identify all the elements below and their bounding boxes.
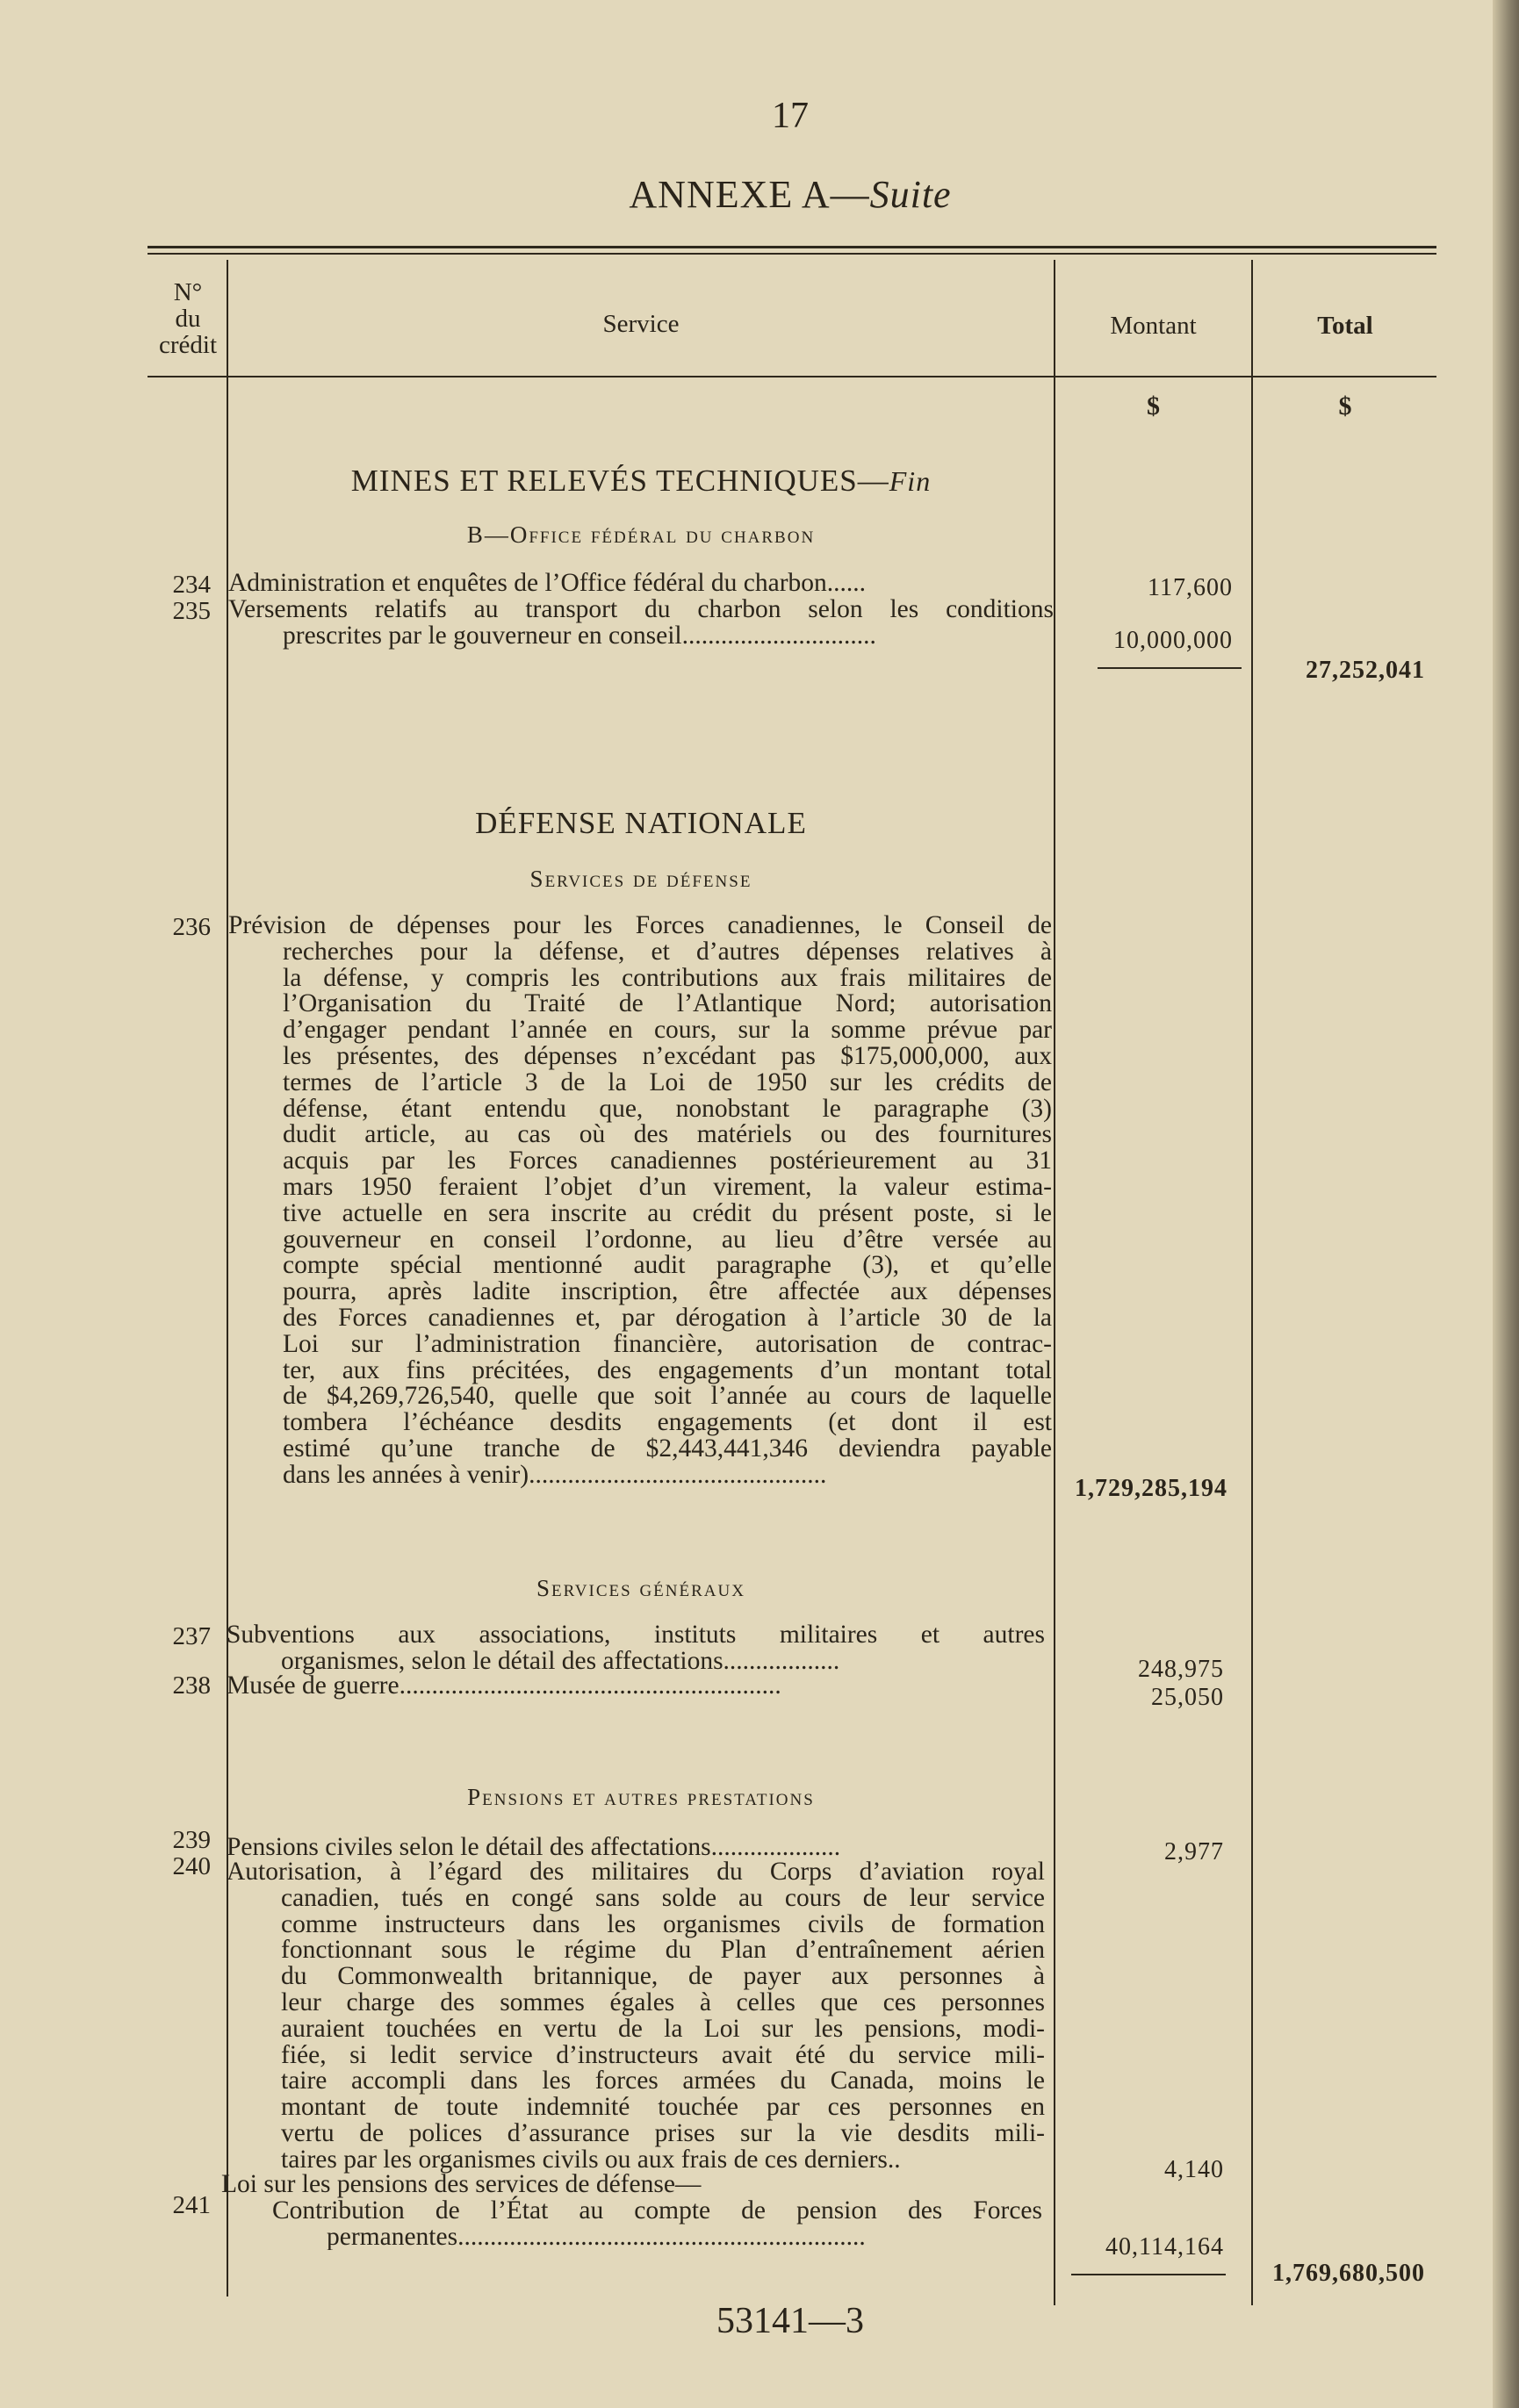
credit-236-line: gouverneur en conseil l’ordonne, au lieu d’être versée au (283, 1225, 1052, 1254)
credit-236-line: acquis par les Forces canadiennes postérieurement au 31 (283, 1146, 1052, 1175)
credit-236-line: compte spécial mentionné audit paragraphe (3), et qu’elle (283, 1251, 1052, 1280)
unit-montant: $ (1147, 392, 1160, 421)
credit-240-line: Autorisation, à l’égard des militaires du Corps d’aviation royal (227, 1858, 1045, 1886)
credit-240-line: auraient touchées en vertu de la Loi sur les pensions, modi- (281, 2014, 1045, 2043)
credit-number-234: 234 (172, 571, 211, 599)
top-rule-1 (148, 246, 1436, 248)
col-rule-3 (1251, 260, 1253, 2305)
credit-text-241 (221, 2172, 1042, 2250)
credit-240-line: vertu de polices d’assurance prises sur la vie desdits mili- (281, 2118, 1045, 2147)
page-edge-shadow (1493, 0, 1519, 2408)
credit-235-line2: prescrites par le gouverneur en conseil.............................. (283, 622, 876, 650)
credit-241-line2: permanentes............................................................... (327, 2224, 866, 2251)
subsection-general-services: Services généraux (536, 1575, 745, 1601)
credit-number-241: 241 (172, 2191, 211, 2219)
credit-text-234: Administration et enquêtes de l’Office fédéral du charbon...... (228, 571, 867, 597)
header-no-line2: du (175, 305, 201, 333)
credit-number-235: 235 (172, 597, 211, 625)
credit-text-236 (228, 913, 1052, 1489)
credit-number-238: 238 (172, 1671, 211, 1700)
credit-236-line: l’Organisation du Traité de l’Atlantique Nord; autorisation (283, 989, 1052, 1018)
credit-240-line: taire accompli dans les forces armées du Canada, moins le (281, 2067, 1045, 2095)
credit-236-line: d’engager pendant l’année en cours, sur la somme prévue par (283, 1016, 1052, 1045)
header-credit-number (148, 279, 228, 358)
mines-title-suffix: Fin (889, 465, 932, 497)
credit-236-line: les présentes, des dépenses n’excédant pas $175,000,000, aux (283, 1041, 1052, 1070)
credit-236-line: Prévision de dépenses pour les Forces canadiennes, le Conseil de (228, 911, 1052, 939)
total-mines: 27,252,041 (1306, 657, 1425, 684)
credit-236-line: mars 1950 feraient l’objet d’un virement, la valeur estima- (283, 1172, 1052, 1201)
annex-title (0, 172, 1519, 217)
header-service: Service (602, 310, 680, 338)
credit-236-line: dans les années à venir).............................................. (283, 1462, 827, 1489)
total-defense: 1,769,680,500 (1272, 2260, 1425, 2287)
credit-237-line1: Subventions aux associations, instituts militaires et autres (227, 1621, 1045, 1649)
credit-amount-237: 248,975 (1138, 1656, 1224, 1683)
subsection-pensions: Pensions et autres prestations (467, 1784, 815, 1810)
credit-236-line: défense, étant entendu que, nonobstant le paragraphe (3) (283, 1094, 1052, 1123)
credit-237-line2: organismes, selon le détail des affectations.................. (281, 1648, 840, 1675)
credit-236-line: des Forces canadiennes et, par dérogation à l’article 30 de la (283, 1303, 1052, 1332)
header-total: Total (1317, 312, 1373, 340)
credit-236-line: dudit article, au cas où des matériels ou des fournitures (283, 1120, 1052, 1149)
credit-amount-234: 117,600 (1148, 574, 1233, 601)
credit-240-line: comme instructeurs dans les organismes civils de formation (281, 1909, 1045, 1938)
credit-240-line: canadien, tués en congé sans solde au cours de leur service (281, 1883, 1045, 1912)
section-title-mines: MINES ET RELEVÉS TECHNIQUES—Fin (350, 464, 932, 498)
unit-total: $ (1338, 392, 1352, 421)
credit-number-240: 240 (172, 1852, 211, 1880)
credit-236-line: estimé qu’une tranche de $2,443,441,346 deviendra payable (283, 1434, 1052, 1463)
credit-236-line: de $4,269,726,540, quelle que soit l’année au cours de laquelle (283, 1382, 1052, 1411)
credit-236-line: tive actuelle en sera inscrite au crédit du présent poste, si le (283, 1198, 1052, 1227)
credit-text-239: Pensions civiles selon le détail des affectations.................... (227, 1835, 841, 1861)
credit-236-line: recherches pour la défense, et d’autres dépenses relatives à (283, 937, 1052, 966)
page-number: 17 (772, 96, 809, 136)
col-rule-2 (1054, 260, 1055, 2305)
credit-236-line: ter, aux fins précitées, des engagements d’un montant total (283, 1355, 1052, 1384)
credit-236-line: la défense, y compris les contributions aux frais militaires de (283, 963, 1052, 992)
subsection-coal-board: B—Office fédéral du charbon (466, 521, 816, 548)
credit-amount-239: 2,977 (1164, 1838, 1224, 1865)
section-title-defense: DÉFENSE NATIONALE (475, 806, 807, 840)
credit-241-line1: Contribution de l’État au compte de pension des Forces (272, 2196, 1042, 2225)
credit-241-heading: Loi sur les pensions des services de défense— (221, 2170, 702, 2198)
credit-236-line: tombera l’échéance desdits engagements (et dont il est (283, 1408, 1052, 1437)
header-no-line1: N° (173, 278, 203, 306)
footer-code: 53141—3 (716, 2301, 864, 2341)
credit-240-line: fonctionnant sous le régime du Plan d’entraînement aérien (281, 1936, 1045, 1965)
credit-amount-235: 10,000,000 (1113, 627, 1233, 654)
credit-number-236: 236 (172, 913, 211, 941)
header-montant: Montant (1110, 312, 1197, 340)
credit-240-line: leur charge des sommes égales à celles que ces personnes (281, 1987, 1045, 2016)
subtotal-rule-mines (1098, 667, 1242, 669)
credit-amount-241: 40,114,164 (1105, 2233, 1224, 2261)
credit-text-237 (227, 1622, 1045, 1675)
annex-title-main: ANNEXE A— (629, 173, 870, 216)
credit-240-line: du Commonwealth britannique, de payer aux personnes à (281, 1962, 1045, 1991)
top-rule-2 (148, 253, 1436, 255)
credit-amount-240: 4,140 (1164, 2156, 1224, 2183)
subsection-defense-services: Services de défense (529, 866, 752, 892)
credit-240-line: fiée, si ledit service d’instructeurs avait été du service mili- (281, 2040, 1045, 2069)
credit-text-238: Musée de guerre........................................................... (227, 1673, 781, 1700)
credit-236-line: termes de l’article 3 de la Loi de 1950 sur les crédits de (283, 1067, 1052, 1096)
annex-title-suffix: Suite (869, 173, 952, 216)
credit-number-239: 239 (172, 1826, 211, 1854)
subtotal-rule-defense (1071, 2274, 1226, 2275)
mines-title: MINES ET RELEVÉS TECHNIQUES (350, 464, 858, 498)
credit-number-237: 237 (172, 1622, 211, 1650)
credit-236-line: pourra, après ladite inscription, être affectée aux dépenses (283, 1277, 1052, 1306)
credit-amount-238: 25,050 (1151, 1684, 1224, 1711)
credit-text-240 (227, 1859, 1045, 2174)
header-no-line3: crédit (158, 331, 217, 359)
credit-240-line: taires par les organismes civils ou aux frais de ces derniers.. (281, 2146, 901, 2174)
credit-amount-236: 1,729,285,194 (1075, 1475, 1227, 1502)
credit-236-line: Loi sur l’administration financière, autorisation de contrac- (283, 1329, 1052, 1358)
header-rule (148, 376, 1436, 377)
credit-235-line1: Versements relatifs au transport du charbon selon les conditions (228, 595, 1054, 623)
credit-text-235 (228, 597, 1054, 650)
credit-240-line: montant de toute indemnité touchée par ces personnes en (281, 2093, 1045, 2122)
